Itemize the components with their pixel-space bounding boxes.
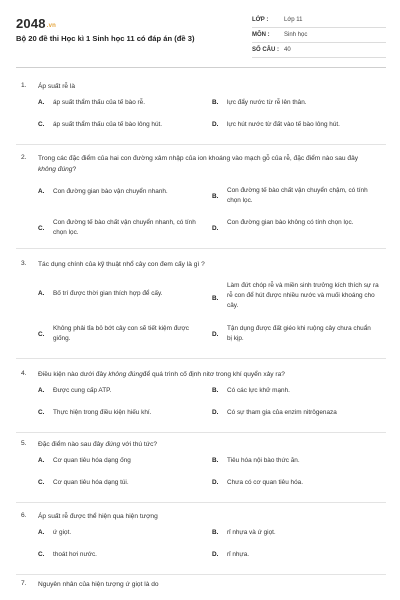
option-letter: C. — [38, 479, 45, 486]
question-text-emphasis: đúng — [105, 441, 121, 448]
option-text: Tiêu hóa nội bào thức ăn. — [227, 457, 300, 464]
option-text: Thực hiện trong điều kiện hiếu khí. — [53, 409, 152, 416]
option-text: rỉ nhựa và ứ giọt. — [227, 529, 276, 536]
document-meta — [252, 13, 386, 58]
option-letter: A. — [38, 188, 45, 195]
meta-row-class — [252, 13, 386, 28]
meta-row-count — [252, 43, 386, 58]
question-text-part: Tác dụng chính của kỹ thuật nhổ cây con đem cấy là gì ? — [38, 261, 205, 268]
question-text — [38, 260, 368, 271]
meta-key: MÔN : — [252, 32, 270, 38]
option-letter: B. — [212, 99, 219, 106]
option-letter: B. — [212, 529, 219, 536]
question-text-part: Điều kiện nào dưới đây — [38, 371, 109, 378]
option-letter: D. — [212, 225, 219, 232]
option-letter: C. — [38, 551, 45, 558]
option-letter: C. — [38, 225, 45, 232]
question-text-part: ? — [72, 165, 77, 173]
option-text: áp suất thẩm thấu của tế bào rễ. — [53, 99, 146, 106]
question-number: 2. — [21, 154, 27, 161]
option-text: Cơ quan tiêu hóa dạng túi. — [53, 479, 129, 486]
document-title: Bộ 20 đề thi Học kì 1 Sinh học 11 có đáp án (đề 3) — [16, 34, 195, 43]
option-text: lực đẩy nước từ rễ lên thân. — [227, 99, 307, 106]
question-text-part: Trong các đặc điểm của hai con đường xâm nhập của ion khoáng vào mạch gỗ của rễ, đặc điểm nào sau đây — [38, 155, 359, 162]
option-text: Con đường tế bào chất vận chuyển nhanh, có tính chọn lọc. — [53, 219, 196, 236]
question-separator — [16, 144, 386, 145]
option-text: thoát hơi nước. — [53, 551, 97, 558]
question-separator — [16, 248, 386, 249]
meta-key: SỐ CÂU : — [252, 47, 279, 53]
meta-key: LỚP : — [252, 17, 269, 23]
option-text: Có sự tham gia của enzim nitrôgenaza — [227, 409, 337, 416]
question-number: 6. — [21, 512, 27, 519]
option-letter: A. — [38, 529, 45, 536]
option-letter: A. — [38, 387, 45, 394]
option-text: Có các lực khử mạnh. — [227, 387, 290, 394]
meta-value: Sinh học — [284, 32, 308, 38]
question-text — [38, 440, 368, 451]
option-letter: D. — [212, 551, 219, 558]
option-text: Tận dụng được đất giéo khi ruộng cây chưa chuẩn bị kịp. — [227, 325, 371, 342]
question-number: 1. — [21, 82, 27, 89]
option-text: Chưa có cơ quan tiêu hóa. — [227, 479, 303, 486]
option-text: Con đường gian bào không có tính chọn lọc. — [227, 219, 354, 226]
option-letter: A. — [38, 99, 45, 106]
option-text: Làm đứt chóp rễ và miền sinh trưởng kích thích sự ra rễ con để hút được nhiều nước và muối khoáng cho cây. — [227, 282, 379, 309]
question-separator — [16, 358, 386, 359]
meta-row-subject — [252, 28, 386, 43]
logo-main: 2048 — [16, 16, 46, 31]
option-letter: B. — [212, 387, 219, 394]
question-text-part: Áp suất rễ được thể hiện qua hiện tượng — [38, 513, 158, 520]
question-separator — [16, 432, 386, 433]
question-text-part: Đặc điểm nào sau đây — [38, 441, 106, 448]
option-letter: D. — [212, 331, 219, 338]
option-text: Bố trí được thời gian thích hợp để cấy. — [53, 290, 163, 297]
question-text-part: Áp suất rễ là — [38, 83, 76, 90]
option-letter: B. — [212, 193, 219, 200]
question-text-part: để quá trình cố định nitơ trong khí quyển xảy ra? — [142, 371, 285, 378]
document-header — [0, 0, 400, 66]
option-letter: C. — [38, 121, 45, 128]
question-separator — [16, 574, 386, 575]
option-letter: A. — [38, 457, 45, 464]
question-text-part: Nguyên nhân của hiện tượng ứ giọt là do — [38, 581, 159, 588]
question-text-emphasis: không đúng — [108, 371, 143, 378]
meta-value: 40 — [284, 47, 291, 53]
option-text: Không phải tỉa bỏ bớt cây con sẽ tiết kiệm được giống. — [53, 325, 189, 342]
meta-value: Lớp 11 — [284, 17, 303, 23]
option-letter: D. — [212, 409, 219, 416]
question-text-emphasis: không đúng — [38, 165, 73, 173]
header-divider — [16, 67, 386, 68]
question-text — [38, 580, 368, 591]
question-text — [38, 512, 368, 523]
option-letter: D. — [212, 121, 219, 128]
option-text: rỉ nhựa. — [227, 551, 250, 558]
option-text: lực hút nước từ đất vào tế bào lông hút. — [227, 121, 340, 128]
question-text — [38, 154, 368, 175]
option-text: Cơ quan tiêu hóa dạng ống — [53, 457, 131, 464]
question-text — [38, 82, 368, 93]
option-letter: A. — [38, 290, 45, 297]
option-letter: C. — [38, 409, 45, 416]
option-letter: B. — [212, 457, 219, 464]
question-number: 7. — [21, 580, 27, 587]
question-number: 4. — [21, 370, 27, 377]
option-letter: C. — [38, 331, 45, 338]
logo-tld: .vn — [46, 23, 57, 29]
option-text: Con đường tế bào chất vận chuyển chậm, có tính chọn lọc. — [227, 187, 368, 204]
question-number: 3. — [21, 260, 27, 267]
option-letter: B. — [212, 295, 219, 302]
option-text: ứ giọt. — [53, 529, 72, 536]
option-text: Con đường gian bào vận chuyển nhanh. — [53, 188, 168, 195]
site-logo[interactable] — [16, 16, 56, 31]
question-text-part: với thú tức? — [120, 441, 158, 448]
question-separator — [16, 502, 386, 503]
option-letter: D. — [212, 479, 219, 486]
option-text: Được cung cấp ATP. — [53, 387, 112, 394]
question-number: 5. — [21, 440, 27, 447]
option-text: áp suất thẩm thấu của tế bào lông hút. — [53, 121, 163, 128]
question-text — [38, 370, 368, 381]
